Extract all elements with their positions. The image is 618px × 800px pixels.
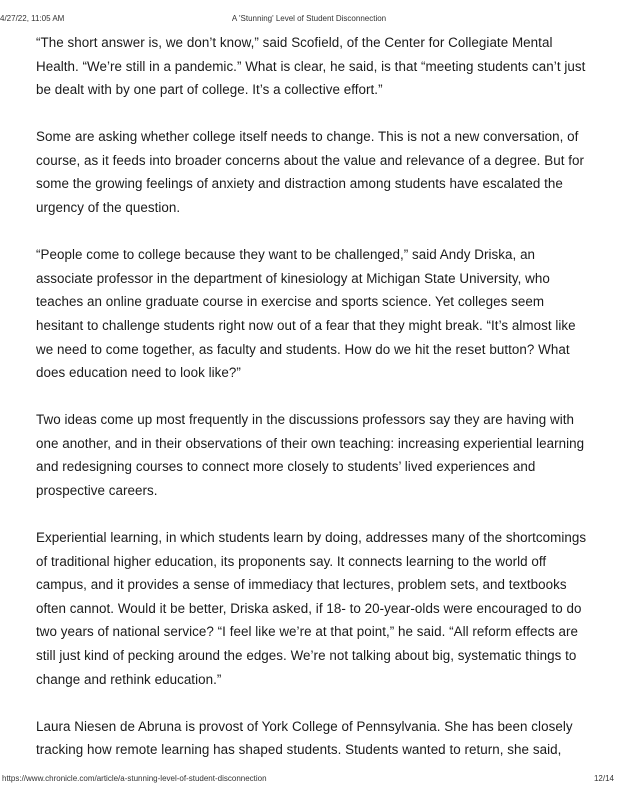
page-url: https://www.chronicle.com/article/a-stunning-level-of-student-disconnection	[2, 774, 267, 783]
print-date: 4/27/22, 11:05 AM	[0, 14, 65, 23]
article-paragraph-2: Some are asking whether college itself needs to change. This is not a new conversation, of course, as it feeds into broader concerns about the value and relevance of a degree. But for some the growing feelings of anxiety and distraction among students have escalated the urgency of the question.	[36, 129, 585, 216]
article-body	[36, 31, 592, 785]
article-paragraph-1: “The short answer is, we don’t know,” said Scofield, of the Center for Collegiate Mental Health. “We’re still in a pandemic.” What is clear, he said, is that “meeting students can’t just be dealt with by one part of college. It’s a collective effort.”	[36, 35, 586, 98]
article-paragraph-6: Laura Niesen de Abruna is provost of York College of Pennsylvania. She has been closely tracking how remote learning has shaped students. Students wanted to return, she said,	[36, 718, 573, 758]
page-number: 12/14	[593, 774, 614, 783]
print-footer	[0, 774, 618, 786]
article-paragraph-3: “People come to college because they want to be challenged,” said Andy Driska, an associate professor in the department of kinesiology at Michigan State University, who teaches an online graduate course in exercise and sports science. Yet colleges seem hesitant to challenge students right now out of a fear that they might break. “It’s almost like we need to come together, as faculty and students. How do we hit the reset button? What does education need to look like?”	[36, 247, 576, 381]
article-paragraph-4: Two ideas come up most frequently in the discussions professors say they are having with one another, and in their observations of their own teaching: increasing experiential learning and redesigning courses to connect more closely to students’ lived experiences and prospective careers.	[36, 412, 585, 498]
article-paragraph-5: Experiential learning, in which students learn by doing, addresses many of the shortcomings of traditional higher education, its proponents say. It connects learning to the world off campus, and it provides a sense of immediacy that lectures, problem sets, and textbooks often cannot. Would it be better, Driska asked, if 18- to 20-year-olds were encouraged to do two years of national service? “I feel like we’re at that point,” he said. “All reform effects are still just kind of pecking around the edges. We’re not talking about big, systematic things to change and rethink education.”	[36, 530, 587, 687]
print-header	[0, 14, 618, 26]
print-title: A 'Stunning' Level of Student Disconnection	[231, 14, 387, 23]
